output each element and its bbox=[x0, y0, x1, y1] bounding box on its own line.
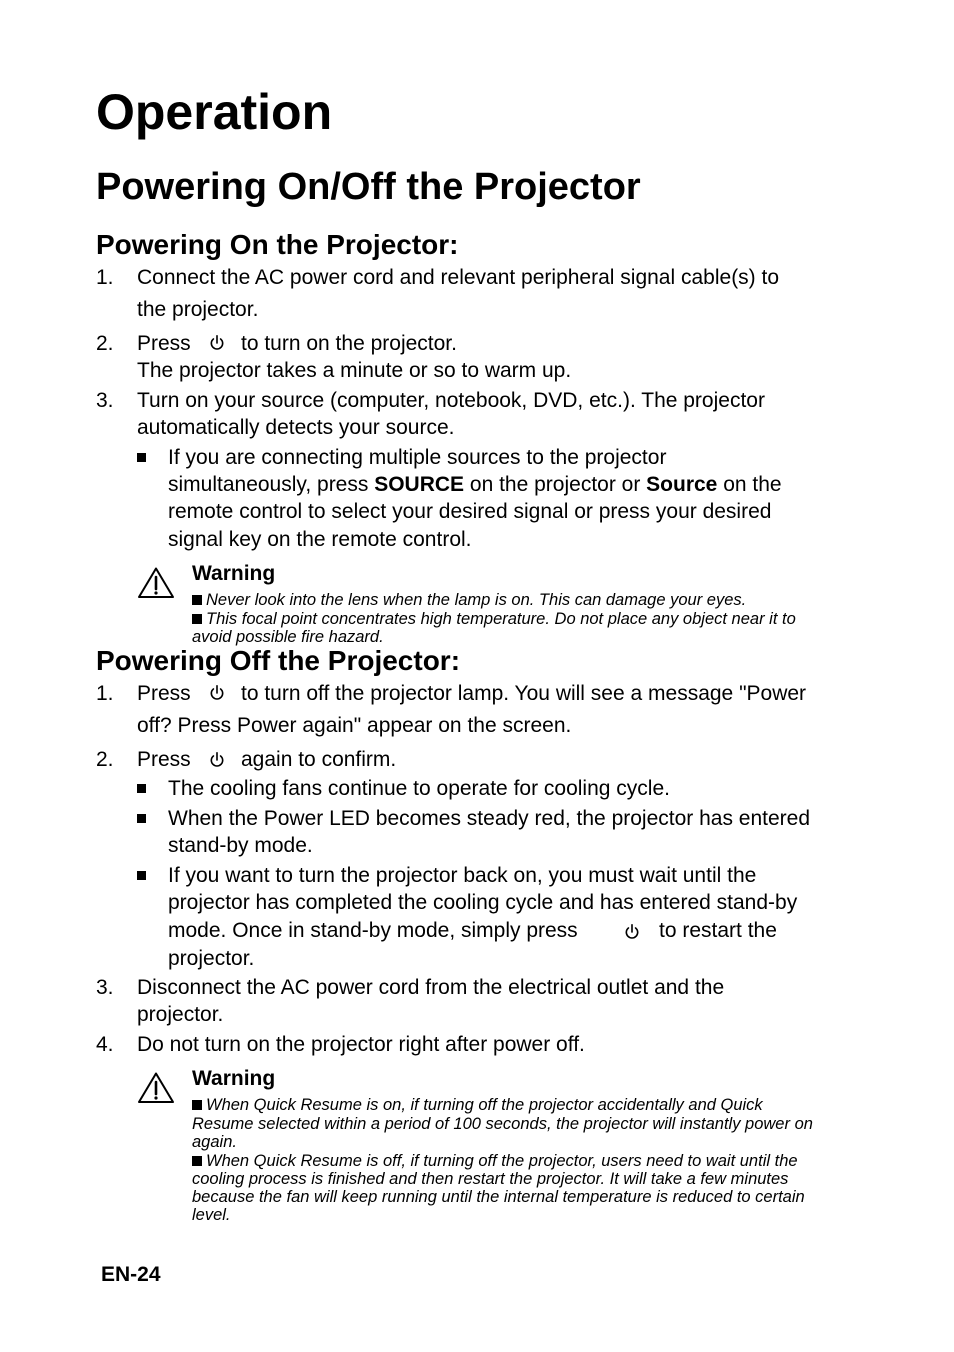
warning-line: cooling process is finished and then restart the projector. It will take a few minutes bbox=[192, 1170, 789, 1188]
on-step2-number: 2. bbox=[96, 332, 114, 355]
off-step4-line1: Do not turn on the projector right after power off. bbox=[137, 1033, 585, 1056]
off-step3-line1: Disconnect the AC power cord from the electrical outlet and the bbox=[137, 976, 725, 999]
warning-line: This focal point concentrates high temperature. Do not place any object near it to bbox=[192, 610, 796, 629]
warning-title: Warning bbox=[192, 1067, 276, 1090]
bullet-square-icon bbox=[137, 814, 146, 823]
powering-off-heading: Powering Off the Projector: bbox=[96, 645, 461, 676]
on-bullet-line3: remote control to select your desired signal or press your desired bbox=[168, 500, 772, 523]
on-bullet-line2: simultaneously, press SOURCE on the projector or Source on the bbox=[168, 473, 782, 496]
off-step2-press: Press bbox=[137, 748, 191, 771]
on-step3-number: 3. bbox=[96, 389, 114, 412]
bullet-square-icon bbox=[137, 453, 146, 462]
off-bullet3-line4: projector. bbox=[168, 947, 255, 970]
off-bullet3-line2: projector has completed the cooling cycle and has entered stand-by bbox=[168, 891, 798, 914]
bullet-square-icon bbox=[137, 871, 146, 880]
off-step3-number: 3. bbox=[96, 976, 114, 999]
bullet-square-icon bbox=[137, 784, 146, 793]
off-bullet3-line3-text: to restart the bbox=[659, 919, 777, 942]
warning-line: because the fan will keep running until the internal temperature is reduced to certain bbox=[192, 1188, 805, 1206]
on-bullet-line1: If you are connecting multiple sources to the projector bbox=[168, 446, 667, 469]
on-step2-text: to turn on the projector. bbox=[241, 332, 457, 355]
on-bullet-line4: signal key on the remote control. bbox=[168, 528, 472, 551]
page-number: EN-24 bbox=[101, 1263, 161, 1286]
on-step1-line2: the projector. bbox=[137, 298, 259, 321]
off-step2-text: again to confirm. bbox=[241, 748, 397, 771]
on-step3-line1: Turn on your source (computer, notebook, DVD, etc.). The projector bbox=[137, 389, 765, 412]
power-icon bbox=[208, 751, 226, 769]
bullet-square-icon bbox=[192, 614, 202, 624]
on-step1-number: 1. bbox=[96, 266, 114, 289]
off-step4-number: 4. bbox=[96, 1033, 114, 1056]
off-bullet3-line1: If you want to turn the projector back on, you must wait until the bbox=[168, 864, 757, 887]
warning-line: avoid possible fire hazard. bbox=[192, 628, 384, 646]
on-step2-press: Press bbox=[137, 332, 191, 355]
bullet-square-icon bbox=[192, 1156, 202, 1166]
warning-line: again. bbox=[192, 1133, 237, 1151]
off-bullet2-line2: stand-by mode. bbox=[168, 834, 313, 857]
power-icon bbox=[208, 334, 226, 352]
off-step1-line2: off? Press Power again" appear on the screen. bbox=[137, 714, 572, 737]
warning-line: When Quick Resume is off, if turning off the projector, users need to wait until the bbox=[192, 1152, 798, 1171]
off-step3-line2: projector. bbox=[137, 1003, 224, 1026]
warning-line: Resume selected within a period of 100 seconds, the projector will instantly power on bbox=[192, 1115, 813, 1133]
power-icon bbox=[208, 684, 226, 702]
off-bullet2-line1: When the Power LED becomes steady red, the projector has entered bbox=[168, 807, 811, 830]
warning-line: When Quick Resume is on, if turning off the projector accidentally and Quick bbox=[192, 1096, 763, 1115]
warning-triangle-icon bbox=[137, 1071, 175, 1104]
off-bullet3-line3-press: mode. Once in stand-by mode, simply press bbox=[168, 919, 578, 942]
on-step1-line1: Connect the AC power cord and relevant peripheral signal cable(s) to bbox=[137, 266, 780, 289]
on-step3-line2: automatically detects your source. bbox=[137, 416, 455, 439]
bullet-square-icon bbox=[192, 595, 202, 605]
off-bullet1: The cooling fans continue to operate for cooling cycle. bbox=[168, 777, 670, 800]
on-step2-line2: The projector takes a minute or so to warm up. bbox=[137, 359, 572, 382]
page-title: Operation bbox=[96, 84, 333, 140]
power-icon bbox=[623, 923, 641, 941]
warning-title: Warning bbox=[192, 562, 276, 585]
warning-triangle-icon bbox=[137, 566, 175, 599]
bullet-square-icon bbox=[192, 1100, 202, 1110]
warning-line: level. bbox=[192, 1206, 231, 1224]
off-step1-press: Press bbox=[137, 682, 191, 705]
off-step2-number: 2. bbox=[96, 748, 114, 771]
off-step1-number: 1. bbox=[96, 682, 114, 705]
section-title: Powering On/Off the Projector bbox=[96, 166, 641, 208]
warning-line: Never look into the lens when the lamp is on. This can damage your eyes. bbox=[192, 591, 746, 610]
powering-on-heading: Powering On the Projector: bbox=[96, 229, 459, 260]
off-step1-text: to turn off the projector lamp. You will see a message "Power bbox=[241, 682, 807, 705]
